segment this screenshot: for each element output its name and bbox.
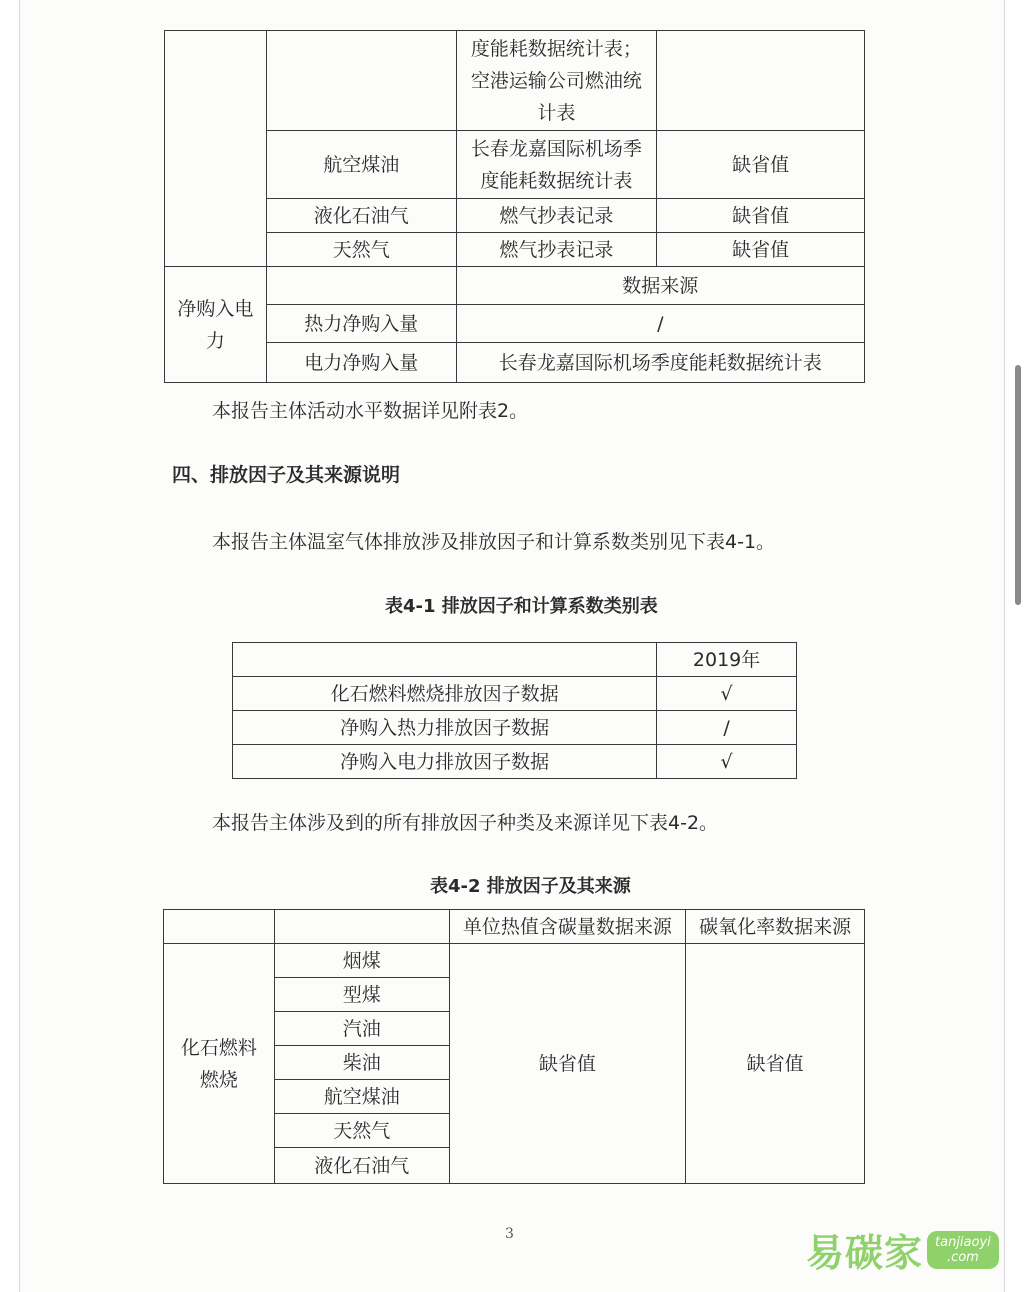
table-cell-source: [456, 31, 657, 131]
cell-line: 力: [205, 329, 225, 352]
scrollbar-thumb[interactable]: [1015, 365, 1021, 605]
emission-factor-source-table: [163, 909, 865, 1184]
emission-factor-category-table: [232, 642, 797, 779]
cell-line: 计表: [537, 101, 576, 124]
table-cell-source: 燃气抄表记录: [456, 233, 657, 267]
table-4-1-caption: 表4-1 排放因子和计算系数类别表: [385, 596, 658, 617]
paragraph-activity-data: 本报告主体活动水平数据详见附表2。: [212, 400, 529, 422]
paragraph-table-intro: 本报告主体温室气体排放涉及排放因子和计算系数类别见下表4-1。: [212, 531, 776, 553]
watermark-logo: [806, 1222, 999, 1277]
factor-label: 化石燃料燃烧排放因子数据: [233, 677, 657, 711]
activity-data-table: [164, 30, 865, 383]
fuel-name-cell: 型煤: [274, 978, 449, 1012]
cell-line: 度能耗数据统计表: [480, 169, 633, 192]
paragraph-table-4-2-intro: 本报告主体涉及到的所有排放因子种类及来源详见下表4-2。: [212, 812, 719, 834]
fuel-name-cell: 航空煤油: [266, 131, 456, 199]
cell-line: 净购入电: [177, 297, 254, 320]
heat-carbon-value: 缺省值: [449, 944, 686, 1184]
net-purchase-category-cell: [165, 267, 267, 383]
table-cell-source: [456, 131, 657, 199]
watermark-badge: [927, 1231, 999, 1269]
power-purchase-label: 电力净购入量: [266, 343, 456, 383]
value-cell: 缺省值: [657, 199, 865, 233]
page-right-edge: [1004, 0, 1005, 1292]
table-cell-empty: [164, 910, 275, 944]
table-cell-empty: [266, 267, 456, 305]
watermark-tld: .com: [946, 1249, 979, 1265]
cell-line: 度能耗数据统计表；: [470, 37, 642, 60]
fuel-name-cell: 液化石油气: [274, 1148, 449, 1184]
value-cell: 缺省值: [657, 233, 865, 267]
heat-purchase-value: /: [456, 305, 864, 343]
power-purchase-value: 长春龙嘉国际机场季度能耗数据统计表: [456, 343, 864, 383]
cell-line: 空港运输公司燃油统: [470, 69, 642, 92]
fuel-name-cell: 天然气: [274, 1114, 449, 1148]
table-cell-source: 燃气抄表记录: [456, 199, 657, 233]
watermark-domain: tanjiaoyi: [935, 1234, 991, 1250]
fuel-name-cell: 天然气: [266, 233, 456, 267]
factor-label: 净购入电力排放因子数据: [233, 745, 657, 779]
cell-line: 化石燃料: [180, 1036, 257, 1059]
table-cell-empty: [274, 910, 449, 944]
fuel-name-cell: 烟煤: [274, 944, 449, 978]
data-source-header: 数据来源: [456, 267, 864, 305]
heat-purchase-label: 热力净购入量: [266, 305, 456, 343]
cell-line: 燃烧: [199, 1068, 238, 1091]
year-header: 2019年: [657, 643, 797, 677]
fossil-fuel-category-cell: [164, 944, 275, 1184]
factor-mark: /: [657, 711, 797, 745]
fuel-name-cell: 液化石油气: [266, 199, 456, 233]
table-cell-empty: [165, 31, 267, 267]
factor-mark: √: [657, 677, 797, 711]
table-cell-empty: [266, 31, 456, 131]
section-heading-emission-factors: 四、排放因子及其来源说明: [172, 464, 401, 486]
oxidation-source-header: 碳氧化率数据来源: [686, 910, 865, 944]
table-cell-empty: [657, 31, 865, 131]
heat-carbon-source-header: 单位热值含碳量数据来源: [449, 910, 686, 944]
page-number: 3: [505, 1226, 514, 1242]
oxidation-value: 缺省值: [686, 944, 865, 1184]
value-cell: 缺省值: [657, 131, 865, 199]
page-left-edge: [19, 0, 20, 1292]
factor-mark: √: [657, 745, 797, 779]
cell-line: 长春龙嘉国际机场季: [470, 137, 642, 160]
factor-label: 净购入热力排放因子数据: [233, 711, 657, 745]
fuel-name-cell: 汽油: [274, 1012, 449, 1046]
watermark-text: 易碳家: [806, 1231, 924, 1275]
fuel-name-cell: 航空煤油: [274, 1080, 449, 1114]
fuel-name-cell: 柴油: [274, 1046, 449, 1080]
table-cell-empty: [233, 643, 657, 677]
table-4-2-caption: 表4-2 排放因子及其来源: [430, 876, 631, 897]
